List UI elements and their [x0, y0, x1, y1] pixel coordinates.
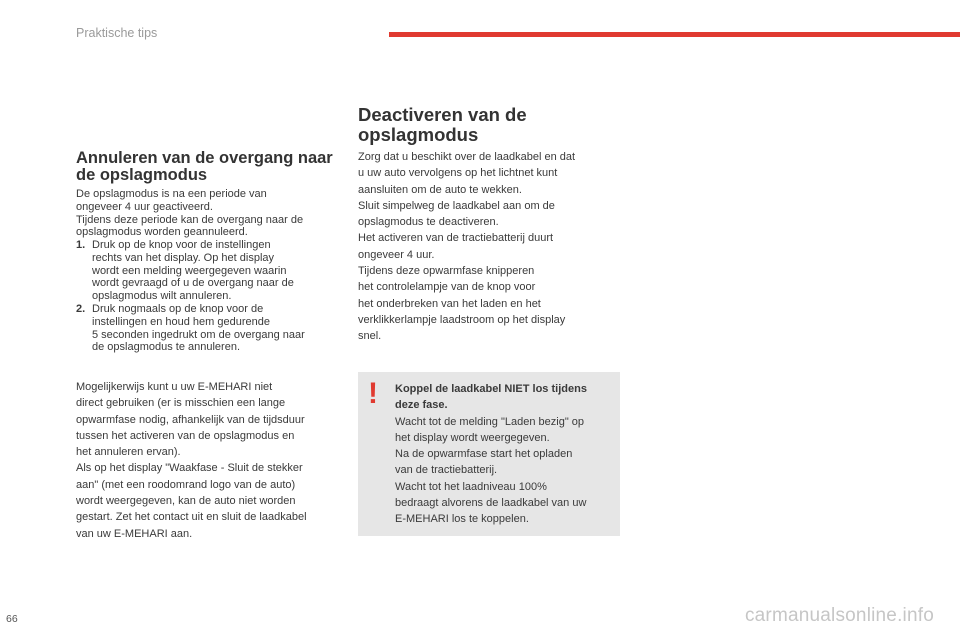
intro-line: ongeveer 4 uur geactiveerd. [76, 200, 213, 213]
step-number: 2. [76, 302, 86, 315]
intro-line: De opslagmodus is na een periode van [76, 188, 267, 200]
warning-line: E-MEHARI los te koppelen. [395, 513, 529, 526]
note-line: Mogelijkerwijs kunt u uw E-MEHARI niet [76, 381, 273, 393]
paragraph-line: Het activeren van de tractiebatterij duurt [358, 232, 554, 245]
left-heading-line2: de opslagmodus [76, 166, 208, 184]
note-line: het annuleren ervan). [76, 446, 181, 459]
right-heading-line1: Deactiveren van de [358, 104, 527, 125]
watermark: carmanualsonline.info [744, 605, 934, 626]
paragraph-line: verklikkerlampje laadstroom op het display [358, 313, 566, 326]
paragraph-line: Zorg dat u beschikt over de laadkabel en dat [358, 151, 576, 163]
warning-line: bedraagt alvorens de laadkabel van uw [395, 497, 587, 510]
step-line: Druk nogmaals op de knop voor de [92, 302, 264, 315]
step-line: rechts van het display. Op het display [92, 251, 275, 264]
paragraph-line: snel. [358, 330, 382, 343]
step-1 [76, 239, 338, 303]
intro-line: Tijdens deze periode kan de overgang naar de [76, 213, 304, 226]
warning-line: van de tractiebatterij. [395, 464, 498, 477]
right-heading [358, 105, 610, 145]
paragraph-line: Tijdens deze opwarmfase knipperen [358, 265, 535, 278]
step-line: wordt gevraagd of u de overgang naar de [92, 277, 294, 290]
paragraph-line: aansluiten om de auto te wekken. [358, 183, 522, 196]
paragraph-line: het onderbreken van het laden en het [358, 297, 541, 310]
warning-text [395, 381, 611, 528]
note-line: van uw E-MEHARI aan. [76, 527, 193, 540]
step-line: wordt een melding weergegeven waarin [92, 264, 287, 277]
note-line: gestart. Zet het contact uit en sluit de laadkabel [76, 511, 307, 524]
header-accent-bar [389, 32, 960, 37]
intro-line: opslagmodus worden geannuleerd. [76, 226, 248, 239]
step-line: de opslagmodus te annuleren. [92, 341, 240, 354]
left-notes [76, 379, 338, 542]
paragraph-line: Sluit simpelweg de laadkabel aan om de [358, 199, 555, 212]
page-number: 66 [6, 613, 18, 625]
step-number: 1. [76, 239, 86, 251]
right-paragraph [358, 149, 610, 345]
note-line: wordt weergegeven, kan de auto niet worden [76, 495, 296, 508]
warning-line: het display wordt weergegeven. [395, 431, 550, 444]
note-line: direct gebruiken (er is misschien een lange [76, 397, 286, 410]
note-line: opwarmfase nodig, afhankelijk van de tijdsduur [76, 413, 305, 426]
left-intro [76, 188, 338, 239]
warning-bold-line: deze fase. [395, 399, 448, 412]
paragraph-line: het controlelampje van de knop voor [358, 281, 536, 294]
step-line: 5 seconden ingedrukt om de overgang naar [92, 328, 305, 341]
step-line: instellingen en houd hem gedurende [92, 315, 270, 328]
section-title: Praktische tips [76, 26, 158, 40]
warning-bold-line: Koppel de laadkabel NIET los tijdens [395, 383, 587, 395]
warning-icon: ! [368, 377, 378, 410]
note-line: Als op het display "Waakfase - Sluit de stekker [76, 462, 303, 475]
step-line: Druk op de knop voor de instellingen [92, 239, 271, 251]
warning-box [358, 372, 620, 536]
left-heading-line1: Annuleren van de overgang naar [76, 149, 333, 167]
note-line: tussen het activeren van de opslagmodus en [76, 429, 295, 442]
paragraph-line: u uw auto vervolgens op het lichtnet kunt [358, 167, 558, 180]
paragraph-line: opslagmodus te deactiveren. [358, 216, 499, 229]
step-line: opslagmodus wilt annuleren. [92, 290, 232, 303]
note-line: aan" (met een roodomrand logo van de auto) [76, 478, 296, 491]
paragraph-line: ongeveer 4 uur. [358, 248, 435, 261]
warning-line: Wacht tot het laadniveau 100% [395, 480, 547, 493]
step-2 [76, 303, 338, 354]
warning-line: Na de opwarmfase start het opladen [395, 448, 573, 461]
warning-line: Wacht tot de melding "Laden bezig" op [395, 415, 585, 428]
steps-list [76, 239, 338, 354]
left-heading [76, 150, 338, 184]
right-heading-line2: opslagmodus [358, 124, 479, 145]
